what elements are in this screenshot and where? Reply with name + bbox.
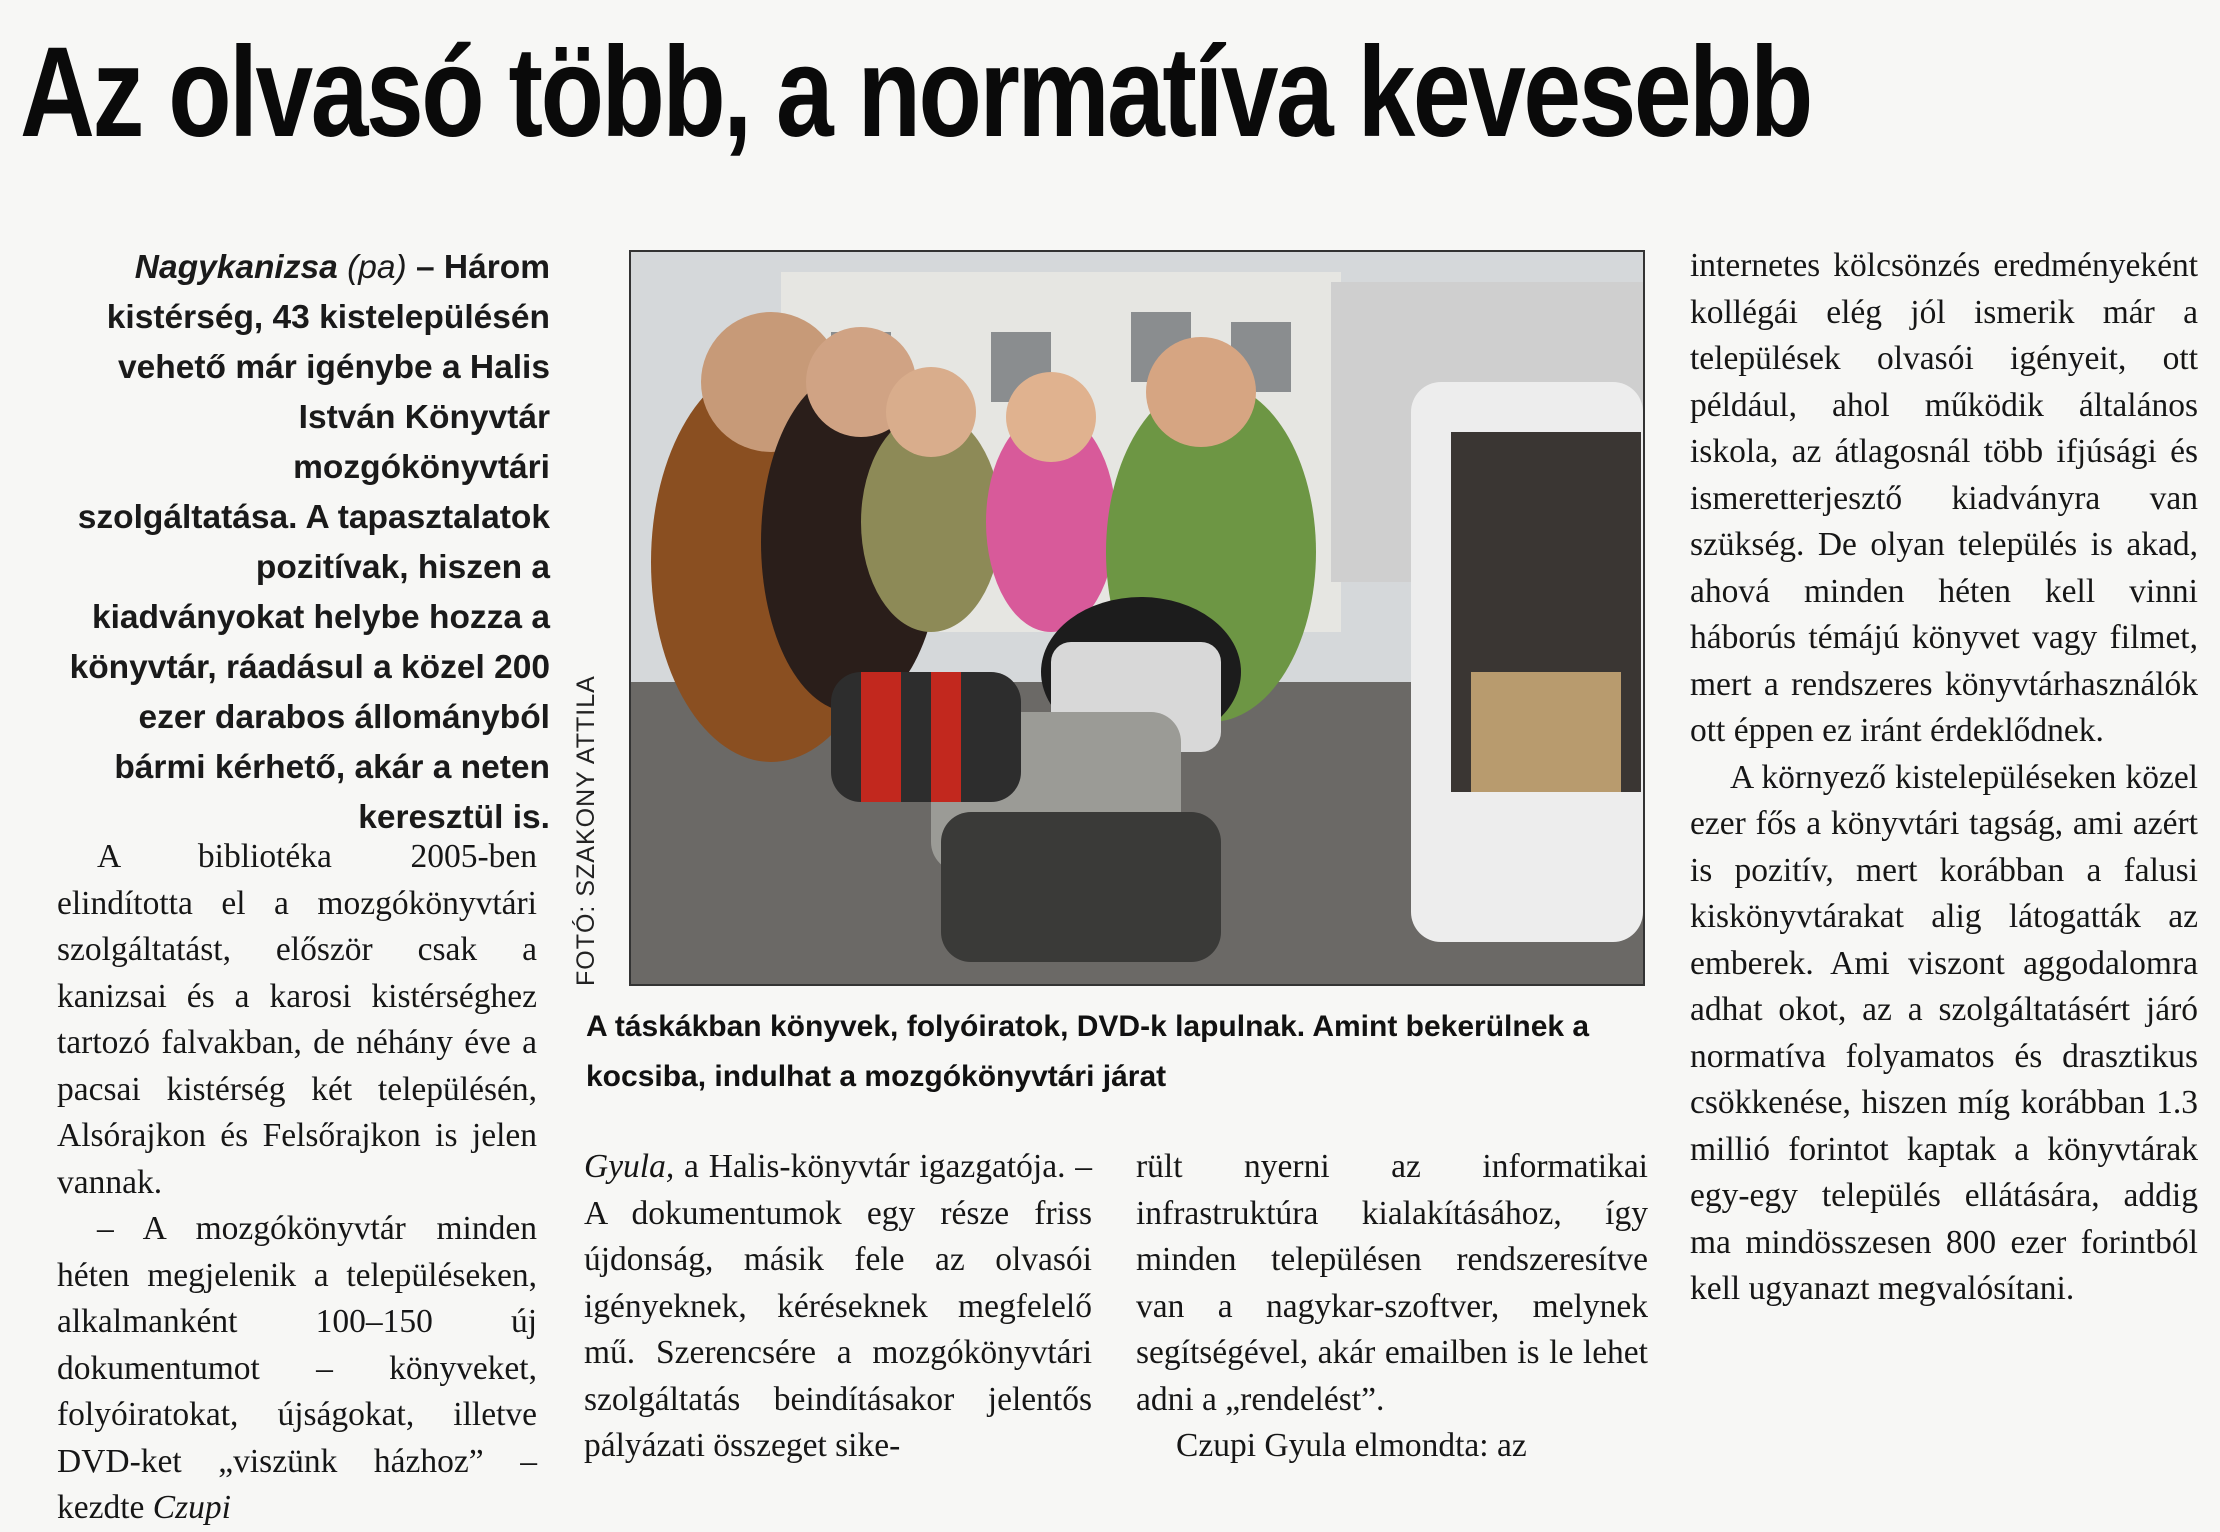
dateline-place: Nagykanizsa [134, 249, 338, 286]
body-paragraph [584, 1144, 1092, 1470]
lead-paragraph [68, 243, 550, 843]
body-paragraph: rült nyerni az informatikai infrastruktúra kialakításához, így minden településen rendszeresítve van a nagykar-szoftver, melynek segítségével, akár emailben is le lehet adni a „rendelést”. [1136, 1148, 1648, 1418]
body-paragraph: A bibliotéka 2005-ben elindította el a mozgókönyvtári szolgáltatást, először csak a kanizsai és a karosi kistérséghez tartozó falvakban, de néhány éve a pacsai kistérség két településén, Alsórajkon és Felsőrajkon is jelen vannak. [57, 838, 537, 1201]
news-photo [629, 250, 1645, 986]
body-paragraph: Czupi Gyula elmondta: az [1176, 1427, 1527, 1464]
body-paragraph: internetes kölcsönzés eredményeként kollégái elég jól ismerik már a települések olvasói igényeit, ott például, ahol működik általános iskola, az átlagosnál több ifjúsági és ismeretterjesztő kiadványra van szükség. De olyan település is akad, ahová minden héten kell vinni háborús témájú könyvet vagy filmet, mert a rendszeres könyvtárhasználók ott éppen ez iránt érdeklődnek. [1690, 247, 2198, 749]
quote-text: – A mozgókönyvtár minden héten megjelenik a településeken, alkalmanként 100–150 új dokumentumot – könyveket, folyóiratokat, újságokat, illetve DVD-ket „viszünk házhoz” – kezdte [57, 1210, 537, 1526]
body-column-4 [1690, 243, 2198, 1313]
person-name: Czupi [152, 1489, 231, 1526]
body-column-1 [57, 834, 537, 1532]
author-initials: (pa) [347, 249, 407, 286]
lead-text: – Három kistérség, 43 kistelepülésén vehető már igénybe a Halis István Könyvtár mozgókönyvtári szolgáltatása. A tapasztalatok pozitívak, hiszen a kiadványokat helybe hozza a könyvtár, ráadásul a közel 200 ezer darabos állományból bármi kérhető, akár a neten keresztül is. [69, 249, 550, 836]
body-paragraph: A környező kistelepüléseken közel ezer fős a könyvtári tagság, ami azért is pozitív, mert korábban a falusi kiskönyvtárakat alig látogatták az emberek. Ami viszont aggodalomra adhat okot, az a szolgáltatásért járó normatíva folyamatos és drasztikus csökkenése, hiszen míg korábban 1.3 millió forintot kaptak a könyvtárak egy-egy település ellátására, addig ma mindösszesen 800 ezer forintból kell ugyanazt megvalósítani. [1690, 758, 2198, 1307]
photo-credit: FOTÓ: SZAKONY ATTILA [572, 675, 600, 986]
person-name: Gyula, [584, 1148, 675, 1185]
headline: Az olvasó több, a normatíva kevesebb [20, 21, 1811, 164]
body-text: a Halis-könyvtár igazgatója. – A dokumentumok egy része friss újdonság, másik fele az olvasói igényeknek, kéréseknek megfelelő mű. Szerencsére a mozgókönyvtári szolgáltatás beindításakor jelentős pályázati összeget sike- [584, 1148, 1092, 1464]
body-column-2 [584, 1144, 1092, 1470]
body-paragraph [57, 1206, 537, 1532]
body-column-3 [1136, 1144, 1648, 1470]
photo-illustration [631, 252, 1643, 984]
photo-caption: A táskákban könyvek, folyóiratok, DVD-k lapulnak. Amint bekerülnek a kocsiba, indulhat a mozgókönyvtári járat [586, 1010, 1590, 1093]
